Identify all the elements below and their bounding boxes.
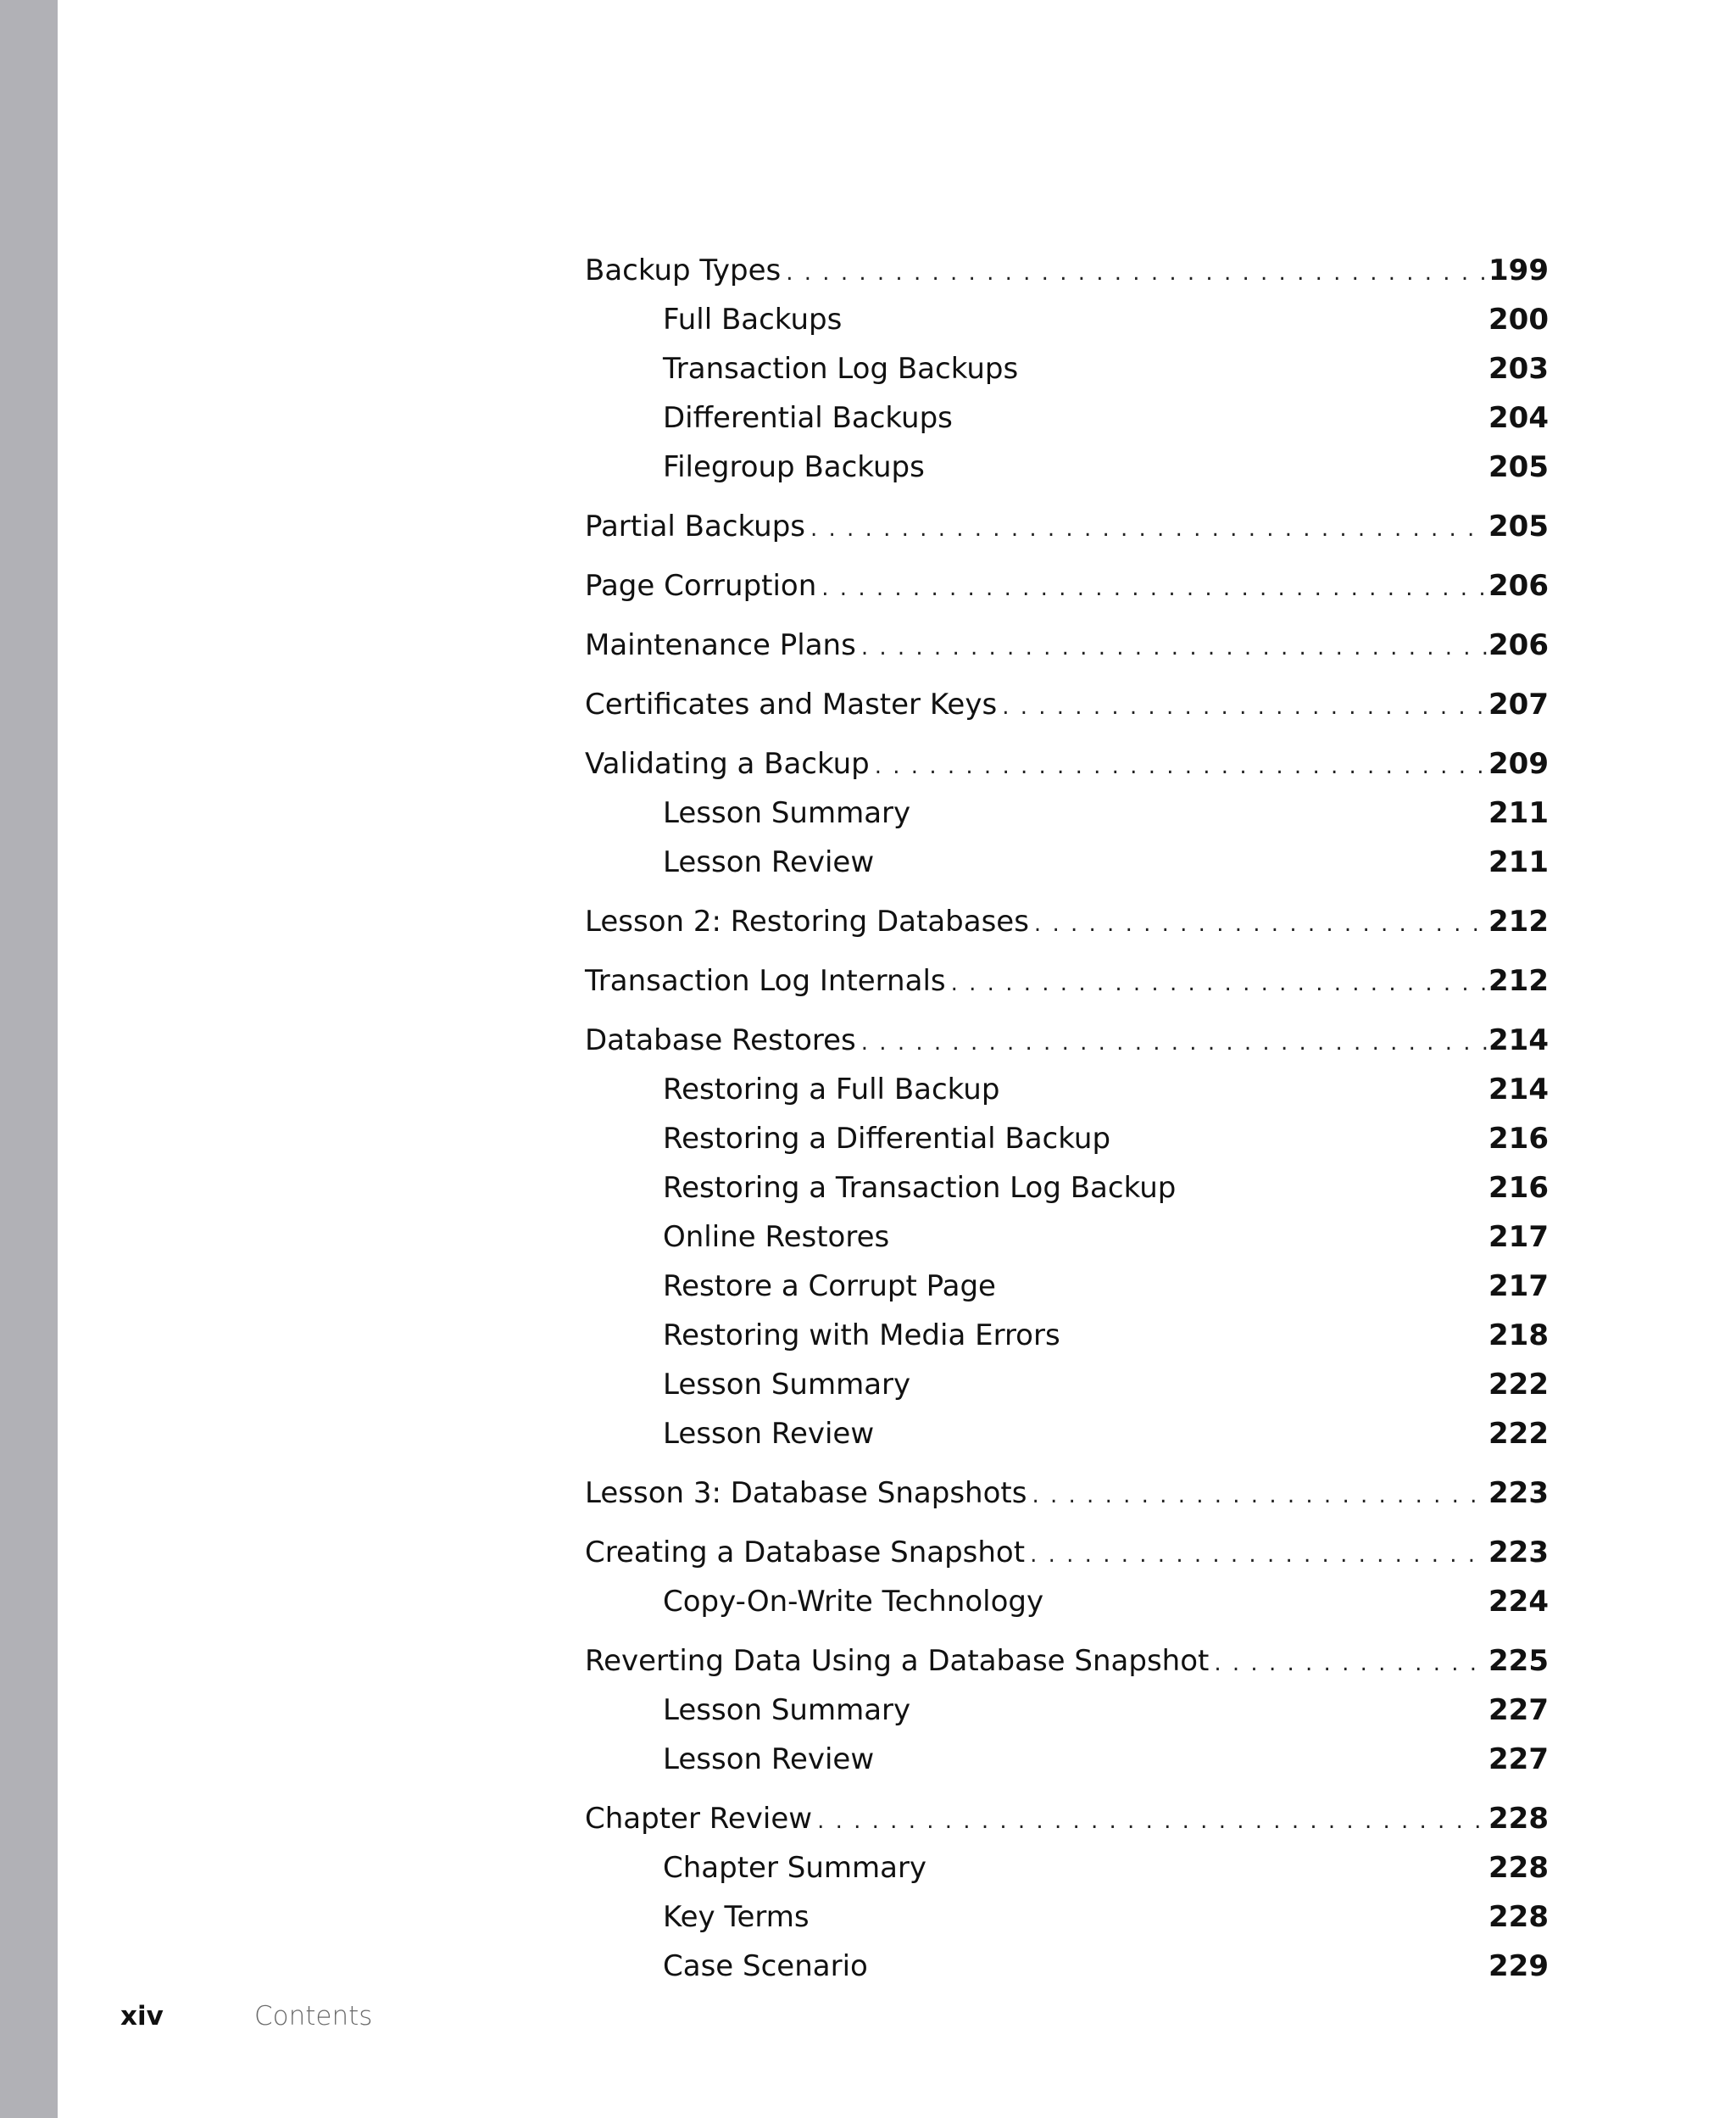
- toc-entry-title: Lesson Summary: [663, 1368, 911, 1402]
- toc-entry[interactable]: [585, 561, 1549, 610]
- toc-entry-title: Transaction Log Internals: [585, 964, 946, 998]
- toc-page-number: 206: [1488, 569, 1549, 603]
- toc-entry-title: Database Restores: [585, 1023, 856, 1057]
- toc-subentry[interactable]: [585, 1163, 1549, 1212]
- toc-page-number: 206: [1488, 628, 1549, 662]
- toc-entry-title: Lesson 2: Restoring Databases: [585, 905, 1029, 939]
- toc-entry-title: Partial Backups: [585, 510, 805, 543]
- toc-entry-title: Lesson Review: [663, 1417, 875, 1451]
- toc-page-number: 217: [1488, 1220, 1549, 1254]
- toc-page-number: 205: [1488, 450, 1549, 484]
- toc-page-number: 217: [1488, 1269, 1549, 1303]
- toc-page-number: 222: [1488, 1417, 1549, 1451]
- toc-subentry[interactable]: [585, 1843, 1549, 1892]
- dot-leader: [817, 1797, 1487, 1846]
- toc-entry[interactable]: [585, 621, 1549, 670]
- toc-subentry[interactable]: [585, 1942, 1549, 1991]
- dot-leader: [1034, 900, 1487, 949]
- toc-page-number: 212: [1488, 964, 1549, 998]
- toc-page-number: 229: [1488, 1949, 1549, 1983]
- toc-entry[interactable]: [585, 1528, 1549, 1577]
- toc-entry[interactable]: [585, 1016, 1549, 1065]
- toc-page-number: 204: [1488, 401, 1549, 435]
- toc-subentry[interactable]: [585, 1686, 1549, 1735]
- toc-entry-title: Lesson 3: Database Snapshots: [585, 1476, 1027, 1510]
- toc-page-number: 218: [1488, 1318, 1549, 1352]
- toc-entry-title: Restoring a Differential Backup: [663, 1122, 1111, 1156]
- toc-page-number: 227: [1488, 1742, 1549, 1776]
- page-footer: [120, 1999, 372, 2033]
- toc-entry[interactable]: [585, 1636, 1549, 1686]
- toc-page-number: 224: [1488, 1585, 1549, 1619]
- toc-entry-title: Lesson Summary: [663, 796, 911, 830]
- dot-leader: [861, 623, 1487, 672]
- toc-entry-title: Page Corruption: [585, 569, 817, 603]
- toc-entry-title: Filegroup Backups: [663, 450, 925, 484]
- toc-entry-title: Backup Types: [585, 254, 782, 287]
- dot-leader: [821, 564, 1487, 613]
- toc-page-number: 225: [1488, 1644, 1549, 1678]
- toc-subentry[interactable]: [585, 1262, 1549, 1311]
- dot-leader: [1030, 1530, 1487, 1580]
- toc-page-number: 207: [1488, 688, 1549, 722]
- toc-entry-title: Chapter Review: [585, 1802, 813, 1836]
- toc-page-number: 211: [1488, 796, 1549, 830]
- toc-subentry[interactable]: [585, 1735, 1549, 1784]
- toc-page-number: 212: [1488, 905, 1549, 939]
- table-of-contents: [585, 246, 1549, 1991]
- toc-entry-title: Restore a Corrupt Page: [663, 1269, 996, 1303]
- toc-entry-title: Restoring a Full Backup: [663, 1073, 1000, 1106]
- toc-page-number: 203: [1488, 352, 1549, 386]
- toc-page-number: 199: [1488, 254, 1549, 287]
- toc-entry-title: Transaction Log Backups: [663, 352, 1019, 386]
- toc-entry-title: Maintenance Plans: [585, 628, 856, 662]
- toc-page-number: 223: [1488, 1536, 1549, 1569]
- dot-leader: [1032, 1471, 1487, 1520]
- toc-entry[interactable]: [585, 680, 1549, 729]
- toc-entry-title: Full Backups: [663, 303, 843, 337]
- toc-subentry[interactable]: [585, 1577, 1549, 1626]
- toc-entry-title: Creating a Database Snapshot: [585, 1536, 1026, 1569]
- toc-page-number: 200: [1488, 303, 1549, 337]
- toc-entry[interactable]: [585, 1794, 1549, 1843]
- dot-leader: [875, 742, 1487, 791]
- toc-entry-title: Restoring a Transaction Log Backup: [663, 1171, 1177, 1205]
- toc-page-number: 211: [1488, 845, 1549, 879]
- toc-entry-title: Certificates and Master Keys: [585, 688, 998, 722]
- toc-subentry[interactable]: [585, 1114, 1549, 1163]
- toc-entry-title: Chapter Summary: [663, 1851, 927, 1885]
- toc-page-number: 227: [1488, 1693, 1549, 1727]
- dot-leader: [810, 504, 1487, 554]
- toc-page-number: 214: [1488, 1073, 1549, 1106]
- toc-subentry[interactable]: [585, 1065, 1549, 1114]
- toc-entry[interactable]: [585, 1469, 1549, 1518]
- toc-subentry[interactable]: [585, 295, 1549, 344]
- toc-entry-title: Reverting Data Using a Database Snapshot: [585, 1644, 1210, 1678]
- toc-entry-title: Copy-On-Write Technology: [663, 1585, 1044, 1619]
- dot-leader: [1214, 1639, 1487, 1688]
- toc-entry-title: Lesson Review: [663, 845, 875, 879]
- toc-entry-title: Case Scenario: [663, 1949, 868, 1983]
- dot-leader: [786, 248, 1487, 298]
- toc-page-number: 209: [1488, 747, 1549, 781]
- toc-page-number: 214: [1488, 1023, 1549, 1057]
- toc-entry[interactable]: [585, 246, 1549, 295]
- toc-page-number: 223: [1488, 1476, 1549, 1510]
- toc-entry-title: Restoring with Media Errors: [663, 1318, 1060, 1352]
- page-edge-bar: [0, 0, 58, 2118]
- toc-subentry[interactable]: [585, 1212, 1549, 1262]
- toc-page-number: 228: [1488, 1900, 1549, 1934]
- toc-subentry[interactable]: [585, 838, 1549, 887]
- toc-entry-title: Online Restores: [663, 1220, 890, 1254]
- toc-subentry[interactable]: [585, 789, 1549, 838]
- toc-subentry[interactable]: [585, 1892, 1549, 1942]
- toc-subentry[interactable]: [585, 1360, 1549, 1409]
- toc-subentry[interactable]: [585, 1311, 1549, 1360]
- toc-entry-title: Lesson Review: [663, 1742, 875, 1776]
- toc-subentry[interactable]: [585, 1409, 1549, 1458]
- dot-leader: [1002, 683, 1487, 732]
- toc-entry[interactable]: [585, 739, 1549, 789]
- toc-subentry[interactable]: [585, 344, 1549, 393]
- footer-page-number: xiv: [120, 2001, 164, 2032]
- footer-section-label: Contents: [254, 2001, 373, 2032]
- toc-entry[interactable]: [585, 956, 1549, 1006]
- dot-leader: [951, 959, 1487, 1008]
- toc-page-number: 228: [1488, 1802, 1549, 1836]
- toc-subentry[interactable]: [585, 443, 1549, 492]
- toc-entry-title: Differential Backups: [663, 401, 953, 435]
- toc-page-number: 216: [1488, 1122, 1549, 1156]
- toc-entry[interactable]: [585, 502, 1549, 551]
- toc-entry-title: Key Terms: [663, 1900, 810, 1934]
- toc-entry-title: Validating a Backup: [585, 747, 870, 781]
- toc-page-number: 228: [1488, 1851, 1549, 1885]
- toc-page-number: 216: [1488, 1171, 1549, 1205]
- toc-entry-title: Lesson Summary: [663, 1693, 911, 1727]
- toc-page-number: 205: [1488, 510, 1549, 543]
- dot-leader: [861, 1018, 1487, 1067]
- toc-page-number: 222: [1488, 1368, 1549, 1402]
- toc-entry[interactable]: [585, 897, 1549, 946]
- toc-subentry[interactable]: [585, 393, 1549, 443]
